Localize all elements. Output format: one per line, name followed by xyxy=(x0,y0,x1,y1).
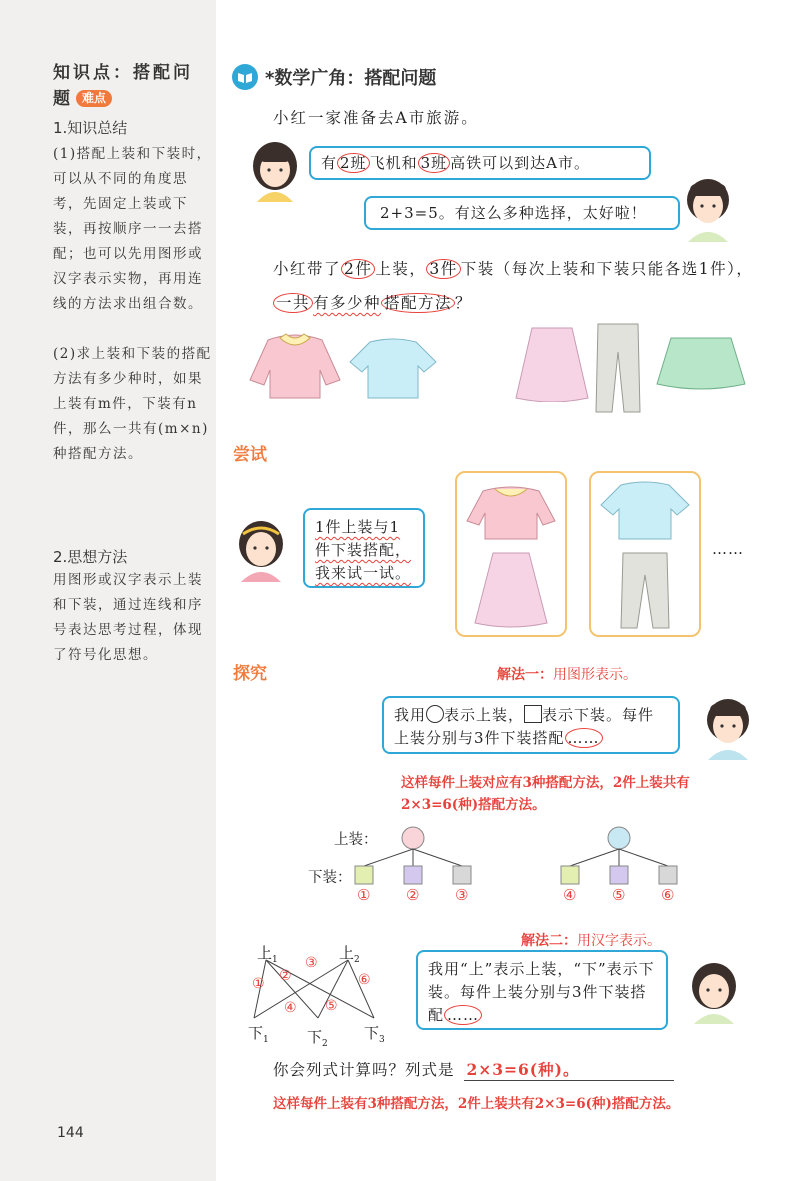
method1-title: 解法一：用图形表示。 xyxy=(497,667,637,683)
top-char-2: 上$_2$ xyxy=(339,944,360,965)
grey-trousers-illustration xyxy=(594,322,642,418)
try-bubble: 1件上装与1件下装搭配，我来试一试。 xyxy=(303,508,425,588)
combo-card-1 xyxy=(455,471,567,637)
square-symbol-icon xyxy=(524,705,542,723)
combo-card-2 xyxy=(589,471,701,637)
circle-symbol-icon xyxy=(426,705,444,723)
question-text: 小红带了 2件 上装， 3件 下装（每次上装和下装只能各选1件），一共 有多少种 搭配方法 ？ xyxy=(273,260,754,312)
summary-heading: 1.知识总结 xyxy=(53,119,128,137)
tree-num-4: ④ xyxy=(284,1000,297,1016)
bottom-label: 下装： xyxy=(308,870,352,886)
explore-label: 探究 xyxy=(233,664,267,684)
method-text: 用图形或汉字表示上装和下装，通过连线和序号表达思考过程，体现了符号化思想。 xyxy=(53,572,203,663)
num-3: ③ xyxy=(455,886,469,904)
sidebar-title: 知识点：搭配问题 难点 xyxy=(53,63,193,109)
try-label: 尝试 xyxy=(233,445,267,465)
girl-avatar-3 xyxy=(686,960,742,1028)
tree-num-6: ⑥ xyxy=(358,972,371,988)
method-heading: 2.思想方法 xyxy=(53,548,128,566)
calc-question: 你会列式计算吗？列式是 2×3=6(种)。 xyxy=(273,1058,674,1081)
num-2: ② xyxy=(406,886,420,904)
difficulty-badge: 难点 xyxy=(76,90,112,107)
top-char-1: 上$_1$ xyxy=(257,944,278,965)
top-label: 上装： xyxy=(334,832,378,848)
summary-p2: (2)求上装和下装的搭配方法有多少种时，如果上装有m件，下装有n件，那么一共有(m×n)种搭配方法。 xyxy=(53,346,212,462)
girl-avatar xyxy=(247,140,303,206)
method2-note: 这样每件上装有3种搭配方法，2件上装共有2×3=6(种)搭配方法。 xyxy=(273,1096,680,1112)
page-number: 144 xyxy=(57,1125,84,1141)
pink-skirt-illustration xyxy=(512,326,592,406)
sidebar xyxy=(0,0,216,1181)
tree-diagram-2 xyxy=(556,822,686,894)
bottom-char-1: 下$_1$ xyxy=(248,1024,269,1045)
boy-avatar xyxy=(680,176,736,246)
method1-bubble: 我用 表示上装， 表示下装。每件上装分别与3件下装搭配 …… xyxy=(382,696,680,754)
summary-p1: (1)搭配上装和下装时，可以从不同的角度思考，先固定上装或下装，再按顺序一一去搭配；也可以先用图形或汉字表示实物，再用连线的方法求出组合数。 xyxy=(53,146,212,312)
try-ellipsis: …… xyxy=(712,540,744,558)
num-1: ① xyxy=(357,886,371,904)
pink-sweater-illustration xyxy=(248,330,343,404)
tree-num-1: ① xyxy=(252,976,265,992)
section-title: *数学广角：搭配问题 xyxy=(265,68,437,89)
method1-note: 这样每件上装对应有3种搭配方法，2件上装共有2×3=6(种)搭配方法。 xyxy=(401,775,690,813)
speech-bubble-2: 2+3=5。有这么多种选择，太好啦！ xyxy=(364,196,680,230)
answer-line[interactable]: 2×3=6(种)。 xyxy=(464,1058,674,1081)
blue-tshirt-illustration xyxy=(348,336,438,404)
method2-bubble: 我用“上”表示上装，“下”表示下装。每件上装分别与3件下装搭配 …… xyxy=(416,950,668,1030)
tree-num-2: ② xyxy=(279,968,292,984)
tree-diagram-1 xyxy=(350,822,480,894)
method2-title: 解法二：用汉字表示。 xyxy=(521,933,661,949)
tree-num-3: ③ xyxy=(305,955,318,971)
num-5: ⑤ xyxy=(612,886,626,904)
bottom-char-2: 下$_2$ xyxy=(307,1028,328,1049)
bottom-char-3: 下$_3$ xyxy=(364,1024,385,1045)
girl-avatar-2 xyxy=(233,518,289,586)
boy-avatar-2 xyxy=(700,696,756,764)
num-6: ⑥ xyxy=(661,886,675,904)
num-4: ④ xyxy=(563,886,577,904)
speech-bubble-1: 有 2班 飞机和 3班 高铁可以到达A市。 xyxy=(309,146,651,180)
intro-text: 小红一家准备去A市旅游。 xyxy=(273,109,479,127)
book-icon xyxy=(232,64,258,94)
tree-num-5: ⑤ xyxy=(325,998,338,1014)
green-skirt-illustration xyxy=(655,336,747,396)
